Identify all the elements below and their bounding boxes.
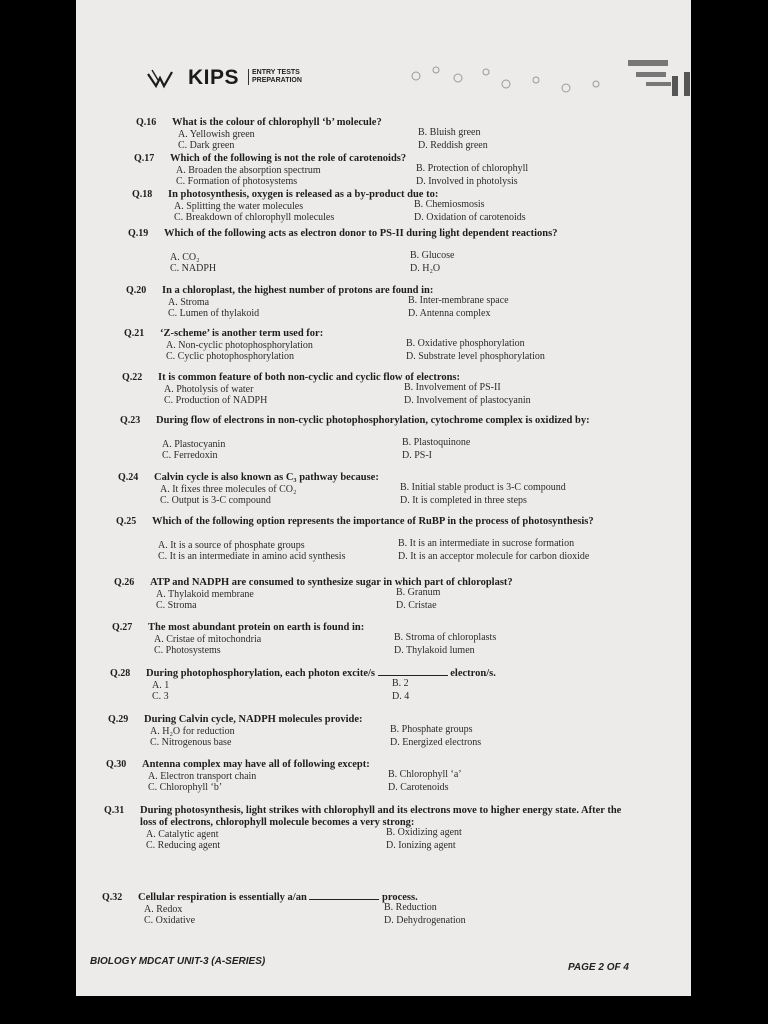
option-b: B. Oxidizing agent xyxy=(386,827,462,838)
question-text xyxy=(172,117,636,129)
option-a: A. Electron transport chain xyxy=(148,771,257,782)
option-c: C. Output is 3-C compound xyxy=(160,495,271,506)
option-a: A. Stroma xyxy=(168,297,210,308)
option-d: D. PS-I xyxy=(402,450,433,461)
question-stem: ‘Z-scheme’ is another term used for: xyxy=(160,328,324,339)
option-d: D. Involved in photolysis xyxy=(416,176,518,187)
option-a: A. H₂O for reduction xyxy=(150,726,235,737)
bottom-black-bar xyxy=(0,996,768,1024)
question-text xyxy=(168,189,636,201)
question-number: Q.21 xyxy=(124,328,145,339)
option-b: B. Chlorophyll ‘a’ xyxy=(388,769,462,780)
question-text xyxy=(162,285,636,297)
option-c: C. Dark green xyxy=(178,140,235,151)
option-c: C. It is an intermediate in amino acid synthesis xyxy=(158,551,346,562)
option-c: C. Cyclic photophosphorylation xyxy=(166,351,295,362)
option-c: C. Breakdown of chlorophyll molecules xyxy=(174,212,335,223)
option-d: D. It is completed in three steps xyxy=(400,495,527,506)
option-a: A. Cristae of mitochondria xyxy=(154,634,262,645)
question-number: Q.20 xyxy=(126,285,147,296)
option-d: D. H₂O xyxy=(410,263,441,274)
question-23 xyxy=(120,415,676,475)
question-29 xyxy=(108,714,676,762)
footer-page-number: PAGE 2 OF 4 xyxy=(568,962,629,973)
question-number: Q.22 xyxy=(122,372,143,383)
question-number: Q.17 xyxy=(134,153,155,164)
question-text xyxy=(170,153,636,165)
option-b: B. Bluish green xyxy=(418,127,481,138)
option-b: B. Reduction xyxy=(384,902,437,913)
question-32 xyxy=(102,892,676,940)
option-c: C. Ferredoxin xyxy=(162,450,218,461)
question-19 xyxy=(128,228,676,288)
question-stem: Cellular respiration is essentially a/an xyxy=(138,892,307,903)
logo-subtitle: ENTRY TESTS PREPARATION xyxy=(248,69,302,85)
question-text xyxy=(152,516,636,528)
option-d: D. Carotenoids xyxy=(388,782,449,793)
option-c: C. 3 xyxy=(152,691,169,702)
question-26 xyxy=(114,577,676,625)
option-c: C. Production of NADPH xyxy=(164,395,268,406)
question-text xyxy=(150,577,636,589)
question-text xyxy=(146,668,636,680)
option-a: A. 1 xyxy=(152,680,170,691)
option-a: A. CO₂ xyxy=(170,252,200,263)
question-number: Q.31 xyxy=(104,805,125,816)
question-stem: During Calvin cycle, NADPH molecules provide: xyxy=(144,714,363,725)
question-stem: During flow of electrons in non-cyclic photophosphorylation, cytochrome complex is oxidized by: xyxy=(156,415,590,426)
question-number: Q.16 xyxy=(136,117,157,128)
option-a: A. Splitting the water molecules xyxy=(174,201,304,212)
question-number: Q.28 xyxy=(110,668,131,679)
option-d: D. Involvement of plastocyanin xyxy=(404,395,531,406)
fill-blank xyxy=(309,899,379,900)
question-25 xyxy=(116,516,676,576)
question-21 xyxy=(124,328,676,376)
question-number: Q.32 xyxy=(102,892,123,903)
option-a: A. Redox xyxy=(144,904,183,915)
question-number: Q.30 xyxy=(106,759,127,770)
option-d: D. Ionizing agent xyxy=(386,840,456,851)
option-a: A. Broaden the absorption spectrum xyxy=(176,165,321,176)
header-decoration xyxy=(396,54,691,114)
option-d: D. Substrate level phosphorylation xyxy=(406,351,545,362)
option-b: B. Involvement of PS-II xyxy=(404,382,501,393)
question-stem: Which of the following is not the role of carotenoids? xyxy=(170,153,407,164)
option-b: B. It is an intermediate in sucrose formation xyxy=(398,538,575,549)
option-a: A. Non-cyclic photophosphorylation xyxy=(166,340,313,351)
option-b: B. Initial stable product is 3-C compound xyxy=(400,482,566,493)
option-d: D. Antenna complex xyxy=(408,308,491,319)
footer-subject: BIOLOGY MDCAT UNIT-3 (A-SERIES) xyxy=(90,956,266,967)
option-c: C. Photosystems xyxy=(154,645,221,656)
question-30 xyxy=(106,759,676,807)
question-stem: It is common feature of both non-cyclic and cyclic flow of electrons: xyxy=(158,372,461,383)
question-number: Q.19 xyxy=(128,228,149,239)
option-b: B. Granum xyxy=(396,587,441,598)
option-a: A. It is a source of phosphate groups xyxy=(158,540,305,551)
exam-paper xyxy=(76,0,691,996)
option-d: D. Reddish green xyxy=(418,140,488,151)
question-number: Q.24 xyxy=(118,472,139,483)
question-number: Q.27 xyxy=(112,622,133,633)
question-stem-end: electron/s. xyxy=(450,668,496,679)
option-c: C. Stroma xyxy=(156,600,197,611)
question-stem-end: process. xyxy=(382,892,418,903)
option-c: C. Oxidative xyxy=(144,915,196,926)
option-b: B. Glucose xyxy=(410,250,455,261)
option-a: A. Photolysis of water xyxy=(164,384,254,395)
question-stem: Antenna complex may have all of following except: xyxy=(142,759,370,770)
option-c: C. Chlorophyll ‘b’ xyxy=(148,782,223,793)
question-27 xyxy=(112,622,676,670)
option-b: B. Stroma of chloroplasts xyxy=(394,632,497,643)
option-c: C. Nitrogenous base xyxy=(150,737,232,748)
question-stem: ATP and NADPH are consumed to synthesize sugar in which part of chloroplast? xyxy=(150,577,513,588)
option-a: A. Yellowish green xyxy=(178,129,255,140)
option-c: C. Lumen of thylakoid xyxy=(168,308,260,319)
question-20 xyxy=(126,285,676,333)
option-d: D. 4 xyxy=(392,691,410,702)
question-stem: Which of the following acts as electron donor to PS-II during light dependent reactions? xyxy=(164,228,558,239)
option-d: D. Cristae xyxy=(396,600,437,611)
option-d: D. Thylakoid lumen xyxy=(394,645,475,656)
option-c: C. NADPH xyxy=(170,263,217,274)
option-b: B. Chemiosmosis xyxy=(414,199,485,210)
question-number: Q.29 xyxy=(108,714,129,725)
question-text xyxy=(160,328,636,340)
question-stem: During photophosphorylation, each photon excite/s xyxy=(146,668,375,679)
question-stem: In a chloroplast, the highest number of protons are found in: xyxy=(162,285,434,296)
kips-logo-icon xyxy=(146,68,186,90)
question-number: Q.26 xyxy=(114,577,135,588)
question-number: Q.18 xyxy=(132,189,153,200)
option-a: A. Catalytic agent xyxy=(146,829,219,840)
option-a: A. Plastocyanin xyxy=(162,439,226,450)
question-stem: In photosynthesis, oxygen is released as a by-product due to: xyxy=(168,189,439,200)
question-text xyxy=(148,622,636,634)
header xyxy=(146,66,686,110)
option-a: A. Thylakoid membrane xyxy=(156,589,254,600)
question-text xyxy=(164,228,636,240)
option-d: D. Energized electrons xyxy=(390,737,482,748)
question-stem: Which of the following option represents the importance of RuBP in the process of photosynthesis? xyxy=(152,516,594,527)
question-stem: What is the colour of chlorophyll ‘b’ molecule? xyxy=(172,117,382,128)
question-28 xyxy=(110,668,676,716)
option-b: B. Protection of chlorophyll xyxy=(416,163,529,174)
question-22 xyxy=(122,372,676,420)
option-a: A. It fixes three molecules of CO₂ xyxy=(160,484,297,495)
option-b: B. 2 xyxy=(392,678,409,689)
question-31 xyxy=(104,805,676,865)
fill-blank xyxy=(378,675,448,676)
logo-text: KIPS xyxy=(188,66,240,89)
question-text xyxy=(140,805,636,829)
option-b: B. Inter-membrane space xyxy=(408,295,509,306)
question-number: Q.25 xyxy=(116,516,137,527)
option-d: D. It is an acceptor molecule for carbon dioxide xyxy=(398,551,590,562)
question-stem: Calvin cycle is also known as C₃ pathway because: xyxy=(154,472,379,483)
option-d: D. Dehydrogenation xyxy=(384,915,466,926)
option-b: B. Phosphate groups xyxy=(390,724,473,735)
option-b: B. Oxidative phosphorylation xyxy=(406,338,525,349)
option-d: D. Oxidation of carotenoids xyxy=(414,212,526,223)
option-b: B. Plastoquinone xyxy=(402,437,471,448)
question-stem: The most abundant protein on earth is found in: xyxy=(148,622,365,633)
option-c: C. Reducing agent xyxy=(146,840,221,851)
question-24 xyxy=(118,472,676,520)
question-text xyxy=(156,415,636,427)
question-text xyxy=(158,372,636,384)
option-c: C. Formation of photosystems xyxy=(176,176,298,187)
question-stem: During photosynthesis, light strikes with chlorophyll and its electrons move to higher energy state. After the loss of electrons, chlorophyll molecule becomes a very strong: xyxy=(140,805,622,828)
question-number: Q.23 xyxy=(120,415,141,426)
